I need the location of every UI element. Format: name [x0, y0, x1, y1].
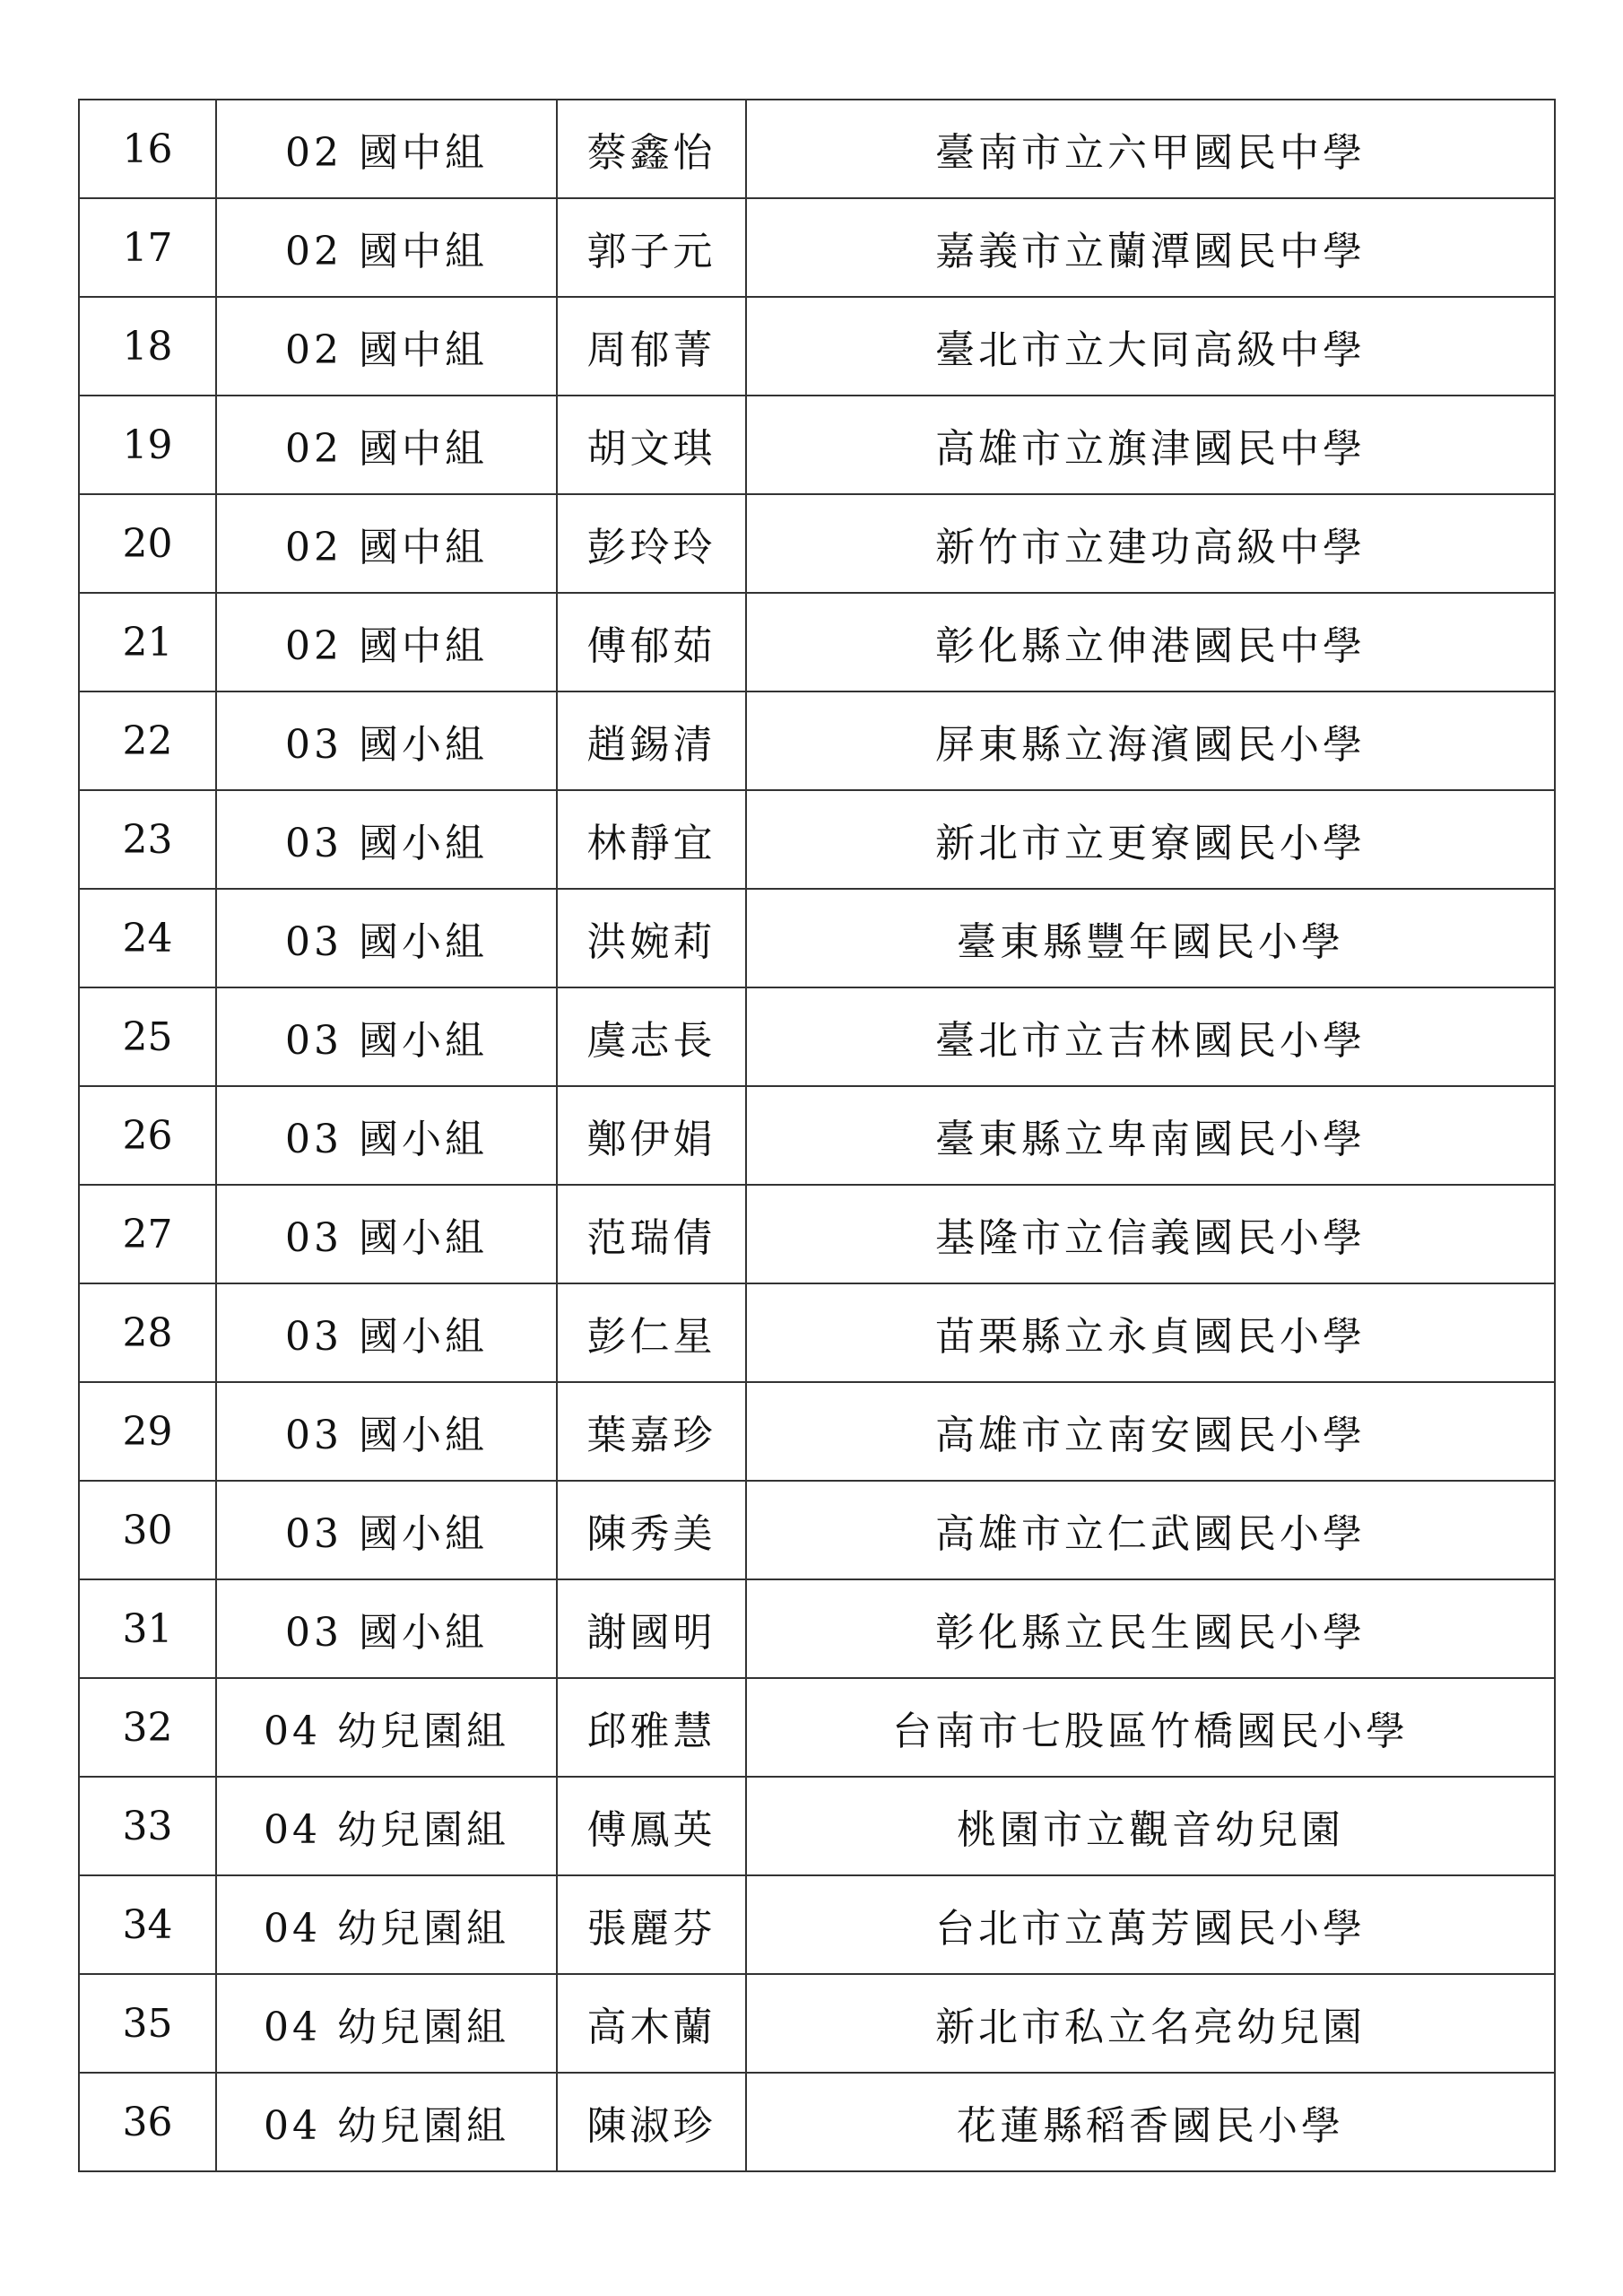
school-cell: 苗栗縣立永貞國民小學 — [746, 1283, 1555, 1382]
school-cell: 彰化縣立民生國民小學 — [746, 1579, 1555, 1678]
table-row — [79, 790, 1555, 889]
table-row — [79, 1579, 1555, 1678]
person-name-cell: 林靜宜 — [557, 790, 746, 889]
table-row — [79, 987, 1555, 1086]
person-name-cell: 陳淑珍 — [557, 2073, 746, 2171]
group-cell: 03 國小組 — [216, 1185, 557, 1283]
school-cell: 彰化縣立伸港國民中學 — [746, 593, 1555, 691]
row-number-cell: 33 — [79, 1777, 216, 1875]
row-number-cell: 22 — [79, 691, 216, 790]
table-row — [79, 889, 1555, 987]
group-cell: 03 國小組 — [216, 790, 557, 889]
table-row — [79, 494, 1555, 593]
row-number-cell: 32 — [79, 1678, 216, 1777]
group-cell: 03 國小組 — [216, 1086, 557, 1185]
school-cell: 高雄市立南安國民小學 — [746, 1382, 1555, 1481]
group-cell: 03 國小組 — [216, 987, 557, 1086]
row-number-cell: 29 — [79, 1382, 216, 1481]
table-row — [79, 1283, 1555, 1382]
group-cell: 03 國小組 — [216, 1481, 557, 1579]
school-cell: 台北市立萬芳國民小學 — [746, 1875, 1555, 1974]
person-name-cell: 傅郁茹 — [557, 593, 746, 691]
row-number-cell: 27 — [79, 1185, 216, 1283]
table-row — [79, 198, 1555, 297]
group-cell: 02 國中組 — [216, 100, 557, 198]
row-number-cell: 17 — [79, 198, 216, 297]
school-cell: 花蓮縣稻香國民小學 — [746, 2073, 1555, 2171]
school-cell: 屏東縣立海濱國民小學 — [746, 691, 1555, 790]
row-number-cell: 16 — [79, 100, 216, 198]
row-number-cell: 28 — [79, 1283, 216, 1382]
group-cell: 03 國小組 — [216, 1579, 557, 1678]
person-name-cell: 葉嘉珍 — [557, 1382, 746, 1481]
person-name-cell: 洪婉莉 — [557, 889, 746, 987]
table-row — [79, 396, 1555, 494]
person-name-cell: 蔡鑫怡 — [557, 100, 746, 198]
table-row — [79, 1678, 1555, 1777]
group-cell: 03 國小組 — [216, 691, 557, 790]
school-cell: 臺東縣豐年國民小學 — [746, 889, 1555, 987]
table-row — [79, 1875, 1555, 1974]
table-row — [79, 1086, 1555, 1185]
table-row — [79, 297, 1555, 396]
school-cell: 嘉義市立蘭潭國民中學 — [746, 198, 1555, 297]
group-cell: 02 國中組 — [216, 593, 557, 691]
row-number-cell: 20 — [79, 494, 216, 593]
person-name-cell: 范瑞倩 — [557, 1185, 746, 1283]
roster-table-body — [79, 100, 1555, 2171]
group-cell: 02 國中組 — [216, 396, 557, 494]
row-number-cell: 24 — [79, 889, 216, 987]
person-name-cell: 郭子元 — [557, 198, 746, 297]
group-cell: 02 國中組 — [216, 198, 557, 297]
school-cell: 基隆市立信義國民小學 — [746, 1185, 1555, 1283]
group-cell: 04 幼兒園組 — [216, 1974, 557, 2073]
row-number-cell: 18 — [79, 297, 216, 396]
row-number-cell: 30 — [79, 1481, 216, 1579]
school-cell: 台南市七股區竹橋國民小學 — [746, 1678, 1555, 1777]
table-row — [79, 691, 1555, 790]
row-number-cell: 36 — [79, 2073, 216, 2171]
school-cell: 高雄市立仁武國民小學 — [746, 1481, 1555, 1579]
group-cell: 04 幼兒園組 — [216, 1678, 557, 1777]
table-row — [79, 593, 1555, 691]
group-cell: 02 國中組 — [216, 297, 557, 396]
person-name-cell: 周郁菁 — [557, 297, 746, 396]
row-number-cell: 31 — [79, 1579, 216, 1678]
roster-table — [78, 99, 1556, 2172]
person-name-cell: 虞志長 — [557, 987, 746, 1086]
school-cell: 臺北市立大同高級中學 — [746, 297, 1555, 396]
group-cell: 03 國小組 — [216, 889, 557, 987]
row-number-cell: 35 — [79, 1974, 216, 2073]
school-cell: 臺北市立吉林國民小學 — [746, 987, 1555, 1086]
school-cell: 新北市私立名亮幼兒園 — [746, 1974, 1555, 2073]
person-name-cell: 謝國明 — [557, 1579, 746, 1678]
row-number-cell: 34 — [79, 1875, 216, 1974]
group-cell: 04 幼兒園組 — [216, 2073, 557, 2171]
row-number-cell: 25 — [79, 987, 216, 1086]
row-number-cell: 21 — [79, 593, 216, 691]
table-row — [79, 2073, 1555, 2171]
person-name-cell: 鄭伊娟 — [557, 1086, 746, 1185]
row-number-cell: 23 — [79, 790, 216, 889]
table-row — [79, 1777, 1555, 1875]
group-cell: 03 國小組 — [216, 1283, 557, 1382]
row-number-cell: 19 — [79, 396, 216, 494]
person-name-cell: 傅鳳英 — [557, 1777, 746, 1875]
school-cell: 臺東縣立卑南國民小學 — [746, 1086, 1555, 1185]
document-page — [78, 99, 1554, 2172]
school-cell: 桃園市立觀音幼兒園 — [746, 1777, 1555, 1875]
table-row — [79, 1481, 1555, 1579]
school-cell: 臺南市立六甲國民中學 — [746, 100, 1555, 198]
school-cell: 新北市立更寮國民小學 — [746, 790, 1555, 889]
table-row — [79, 1974, 1555, 2073]
table-row — [79, 1382, 1555, 1481]
person-name-cell: 高木蘭 — [557, 1974, 746, 2073]
group-cell: 04 幼兒園組 — [216, 1777, 557, 1875]
person-name-cell: 彭仁星 — [557, 1283, 746, 1382]
person-name-cell: 胡文琪 — [557, 396, 746, 494]
row-number-cell: 26 — [79, 1086, 216, 1185]
group-cell: 03 國小組 — [216, 1382, 557, 1481]
school-cell: 高雄市立旗津國民中學 — [746, 396, 1555, 494]
table-row — [79, 1185, 1555, 1283]
group-cell: 02 國中組 — [216, 494, 557, 593]
person-name-cell: 彭玲玲 — [557, 494, 746, 593]
person-name-cell: 陳秀美 — [557, 1481, 746, 1579]
person-name-cell: 張麗芬 — [557, 1875, 746, 1974]
person-name-cell: 趙錫清 — [557, 691, 746, 790]
group-cell: 04 幼兒園組 — [216, 1875, 557, 1974]
school-cell: 新竹市立建功高級中學 — [746, 494, 1555, 593]
person-name-cell: 邱雅慧 — [557, 1678, 746, 1777]
table-row — [79, 100, 1555, 198]
